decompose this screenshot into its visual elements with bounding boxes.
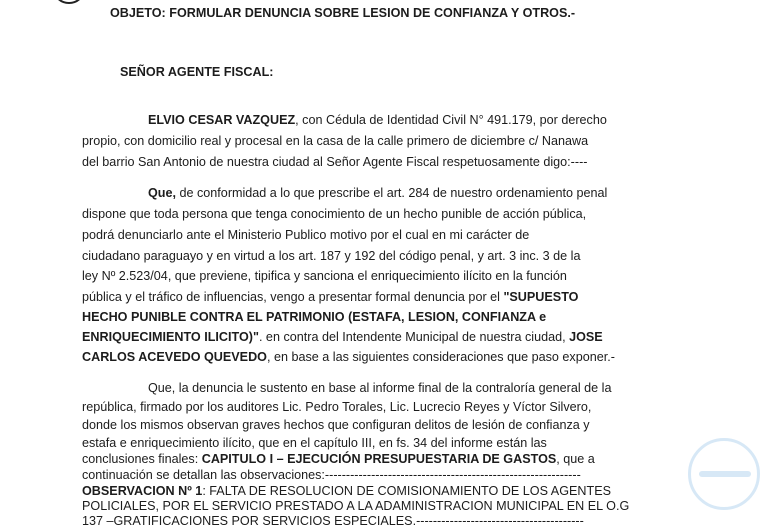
punch-hole-mark — [52, 0, 86, 4]
para2-line7: HECHO PUNIBLE CONTRA EL PATRIMONIO (ESTAFA, LESION, CONFIANZA e — [82, 310, 547, 324]
que-keyword: Que, — [148, 186, 176, 200]
para3-line1: Que, la denuncia le sustento en base al informe final de la contraloría general de la — [148, 381, 612, 395]
para2-line6 — [82, 290, 578, 305]
para3-line4: estafa e enriquecimiento ilícito, que en el capítulo III, en fs. 34 del informe están las — [82, 436, 547, 450]
document-subject: OBJETO: FORMULAR DENUNCIA SOBRE LESION DE CONFIANZA Y OTROS.- — [110, 6, 576, 20]
charge-title-end: ENRIQUECIMIENTO ILICITO)" — [82, 330, 259, 344]
observation-1-line2: POLICIALES, POR EL SERVICIO PRESTADO A LA ADAMINISTRACION MUNICIPAL EN EL O.G — [82, 499, 630, 513]
observation-1-text: : FALTA DE RESOLUCION DE COMISIONAMIENTO DE LOS AGENTES — [202, 484, 611, 498]
observation-1-line3: 137 –GRATIFICACIONES POR SERVICIOS ESPECIALES.---------------------------------------- — [82, 514, 584, 528]
complainant-name: ELVIO CESAR VAZQUEZ — [148, 113, 296, 127]
accused-name-start: JOSE — [569, 330, 603, 344]
watermark-stamp — [688, 438, 760, 510]
para1-line1-text: , con Cédula de Identidad Civil N° 491.179, por derecho — [295, 113, 607, 127]
accused-name-end: CARLOS ACEVEDO QUEVEDO — [82, 350, 267, 364]
para2-line8 — [82, 330, 603, 345]
para2-line4: ciudadano paraguayo y en virtud a los art. 187 y 192 del código penal, y art. 3 inc. 3 de la — [82, 249, 581, 263]
para2-line3: podrá denunciarlo ante el Ministerio Publico motivo por el cual en mi carácter de — [82, 228, 530, 242]
observation-1-line1 — [82, 484, 611, 499]
para3-line5-tail: , que a — [556, 452, 595, 466]
para3-line3: donde los mismos observan graves hechos que configuran delitos de lesión de confianza y — [82, 418, 590, 432]
para2-line1 — [148, 186, 607, 201]
para2-line5: ley Nº 2.523/04, que previene, tipifica y sanciona el enriquecimiento ilícito en la función — [82, 269, 567, 283]
para2-line6-text: pública y el tráfico de influencias, vengo a presentar formal denuncia por el — [82, 290, 504, 304]
salutation: SEÑOR AGENTE FISCAL: — [120, 65, 274, 79]
para2-line2: dispone que toda persona que tenga conocimiento de un hecho punible de acción pública, — [82, 207, 587, 221]
para1-line1 — [148, 113, 607, 128]
observation-label: OBSERVACION Nº 1 — [82, 484, 203, 498]
para3-line6: continuación se detallan las observaciones:------------------------------------------------------------- — [82, 468, 581, 482]
charge-title-start: "SUPUESTO — [503, 290, 579, 304]
para3-line2: república, firmado por los auditores Lic. Pedro Torales, Lic. Lucrecio Reyes y Víctor Silvero, — [82, 400, 592, 414]
chapter-title: CAPITULO I – EJECUCIÓN PRESUPUESTARIA DE GASTOS — [201, 452, 557, 466]
para1-line3: del barrio San Antonio de nuestra ciudad al Señor Agente Fiscal respetuosamente digo:---- — [82, 155, 588, 169]
para2-line1-text: de conformidad a lo que prescribe el art. 284 de nuestro ordenamiento penal — [176, 186, 608, 200]
para2-line9-text: , en base a las siguientes consideraciones que paso exponer.- — [266, 350, 615, 364]
para2-line9 — [82, 350, 615, 365]
para1-line2: propio, con domicilio real y procesal en la casa de la calle primero de diciembre c/ Nanawa — [82, 134, 589, 148]
para3-line5-text: conclusiones finales: — [82, 452, 202, 466]
para2-line8-text: . en contra del Intendente Municipal de nuestra ciudad, — [258, 330, 570, 344]
para3-line5 — [82, 452, 595, 467]
